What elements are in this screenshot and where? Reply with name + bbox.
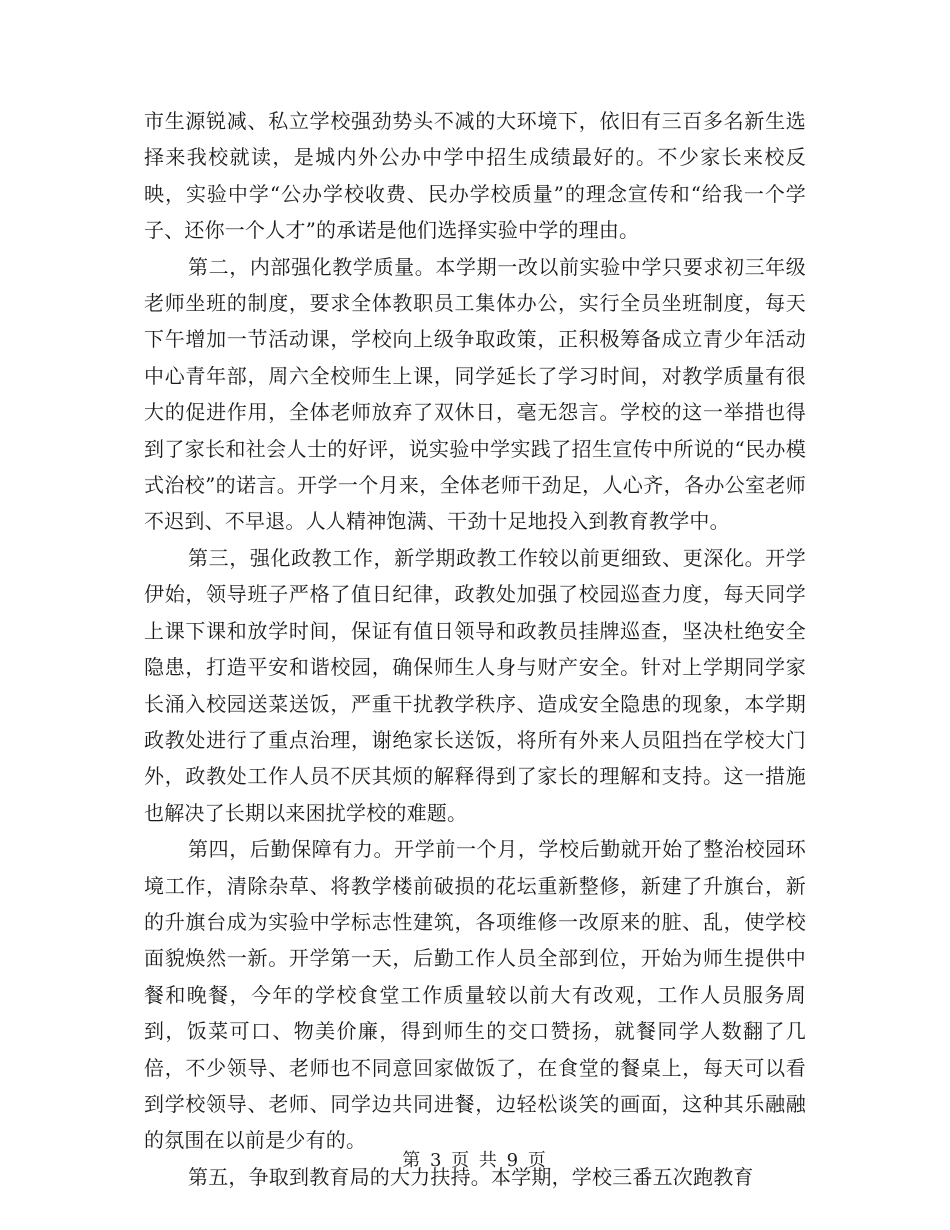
paragraph-1: 市生源锐减、私立学校强劲势头不减的大环境下，依旧有三百多名新生选择来我校就读，是城内外公办中学中招生成绩最好的。不少家长来校反映，实验中学“公办学校收费、民办学校质量”的理念宣传和“给我一个学子、还你一个人才”的承诺是他们选择实验中学的理由。 xyxy=(144,109,806,243)
document-body xyxy=(144,103,806,1195)
paragraph-2: 第二，内部强化教学质量。本学期一改以前实验中学只要求初三年级老师坐班的制度，要求全体教职员工集体办公，实行全员坐班制度，每天下午增加一节活动课，学校向上级争取政策，正积极筹备成立青少年活动中心青年部，周六全校师生上课，同学延长了学习时间，对教学质量有很大的促进作用，全体老师放弃了双休日，毫无怨言。学校的这一举措也得到了家长和社会人士的好评，说实验中学实践了招生宣传中所说的“民办模式治校”的诺言。开学一个月来，全体老师干劲足，人心齐，各办公室老师不迟到、不早退。人人精神饱满、干劲十足地投入到教育教学中。 xyxy=(144,254,806,534)
paragraph-5: 第五，争取到教育局的大力扶持。本学期，学校三番五次跑教育 xyxy=(188,1164,754,1189)
paragraph-4: 第四，后勤保障有力。开学前一个月，学校后勤就开始了整治校园环境工作，清除杂草、将教学楼前破损的花坛重新整修，新建了升旗台，新的升旗台成为实验中学标志性建筑，各项维修一改原来的脏、乱，使学校面貌焕然一新。开学第一天，后勤工作人员全部到位，开始为师生提供中餐和晚餐，今年的学校食堂工作质量较以前大有改观，工作人员服务周到，饭菜可口、物美价廉，得到师生的交口赞扬，就餐同学人数翻了几倍，不少领导、老师也不同意回家做饭了，在食堂的餐桌上，每天可以看到学校领导、老师、同学边共同进餐，边轻松谈笑的画面，这种其乐融融的氛围在以前是少有的。 xyxy=(144,837,806,1153)
paragraph-3: 第三，强化政教工作，新学期政教工作较以前更细致、更深化。开学伊始，领导班子严格了值日纪律，政教处加强了校园巡查力度，每天同学上课下课和放学时间，保证有值日领导和政教员挂牌巡查，坚决杜绝安全隐患，打造平安和谐校园，确保师生人身与财产安全。针对上学期同学家长涌入校园送菜送饭，严重干扰教学秩序、造成安全隐患的现象，本学期政教处进行了重点治理，谢绝家长送饭，将所有外来人员阻挡在学校大门外，政教处工作人员不厌其烦的解释得到了家长的理解和支持。这一措施也解决了长期以来困扰学校的难题。 xyxy=(144,545,806,825)
page-footer: 第 3 页 共 9 页 xyxy=(402,1150,548,1171)
